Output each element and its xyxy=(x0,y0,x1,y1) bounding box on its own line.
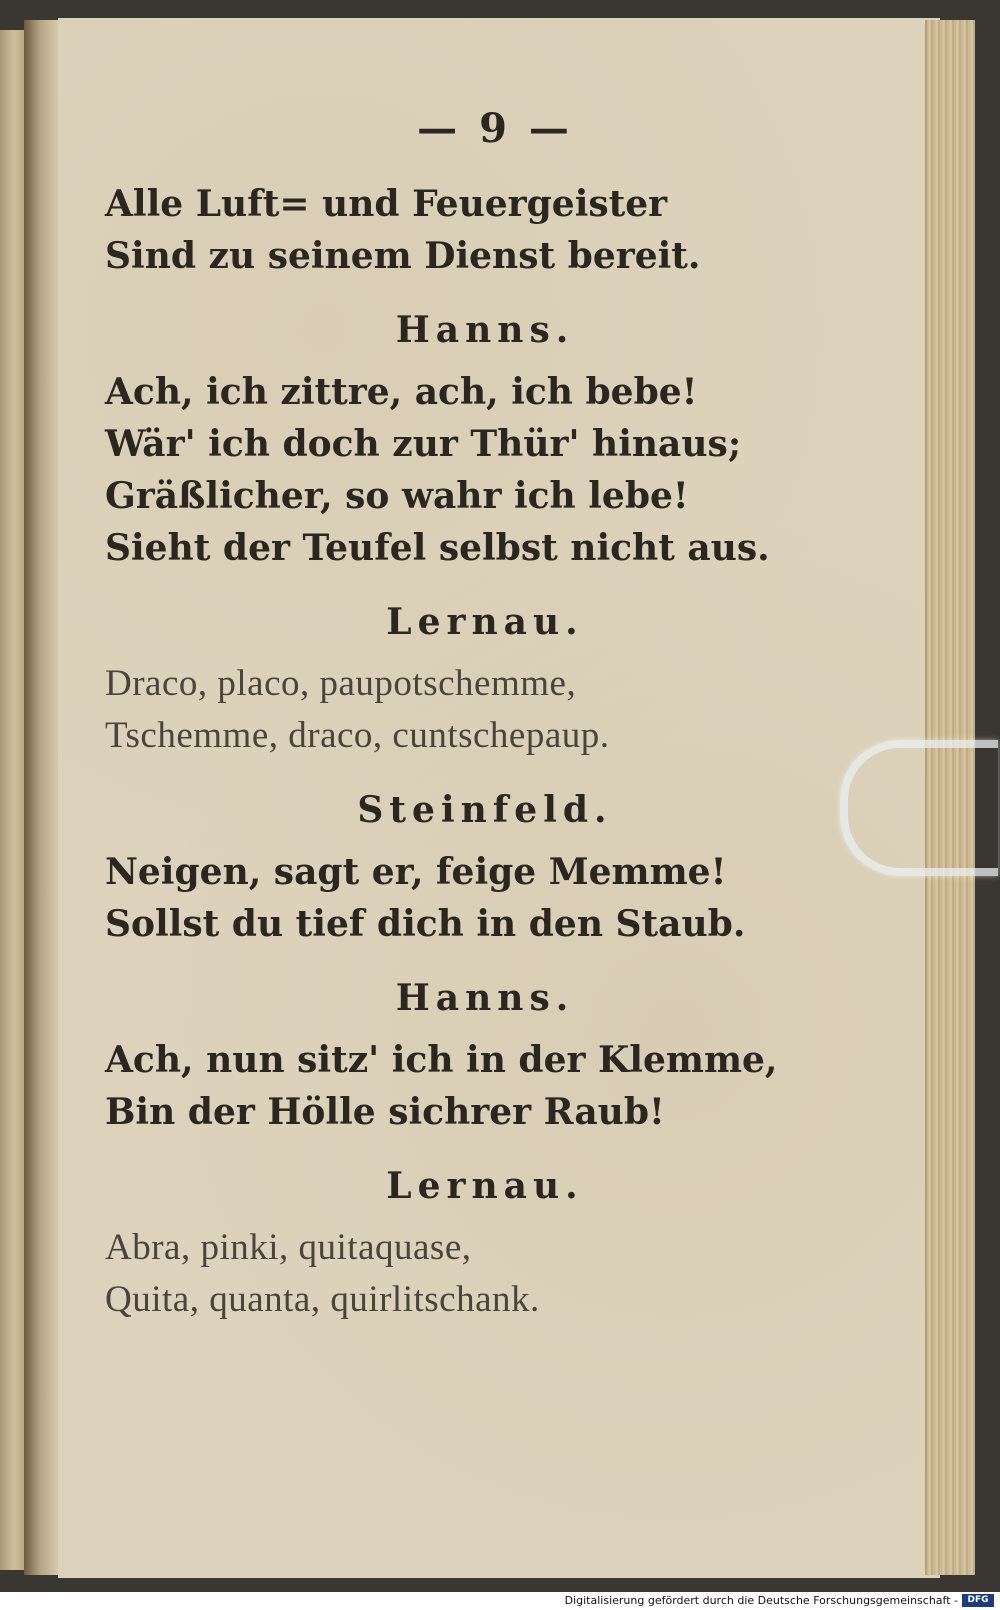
verse-6 xyxy=(105,1160,865,1326)
verse-line: Draco, placo, paupotschemme, xyxy=(105,663,577,704)
verse-line: Bin der Hölle sichrer Raub! xyxy=(105,1091,665,1133)
page-clip xyxy=(840,740,998,876)
verse-line: Alle Luft= und Feuergeister xyxy=(105,183,668,225)
page-number: — 9 — xyxy=(417,105,573,152)
speaker-name: Lernau. xyxy=(386,601,584,643)
verse-line: Neigen, sagt er, feige Memme! xyxy=(105,851,727,893)
verse-line: Sieht der Teufel selbst nicht aus. xyxy=(105,527,770,569)
verse-line: Ach, nun sitz' ich in der Klemme, xyxy=(105,1039,778,1081)
verse-2 xyxy=(105,304,865,574)
verse-4 xyxy=(105,784,865,950)
speaker-name: Hanns. xyxy=(395,309,575,351)
speaker-name: Steinfeld. xyxy=(357,789,613,831)
verse-5 xyxy=(105,972,865,1138)
speaker-name: Hanns. xyxy=(395,977,575,1019)
verse-3 xyxy=(105,596,865,762)
verse-line: Gräßlicher, so wahr ich lebe! xyxy=(105,475,689,517)
page-text xyxy=(105,105,865,1348)
speaker-name: Lernau. xyxy=(386,1165,584,1207)
verse-line: Wär' ich doch zur Thür' hinaus; xyxy=(105,423,742,465)
verse-1 xyxy=(105,178,865,282)
verse-line: Quita, quanta, quirlitschank. xyxy=(105,1279,540,1320)
verse-line: Sind zu seinem Dienst bereit. xyxy=(105,235,701,277)
footer-credit: Digitalisierung gefördert durch die Deutsche Forschungsgemeinschaft - xyxy=(564,1594,958,1607)
left-page-edge xyxy=(0,30,24,1570)
verse-line: Ach, ich zittre, ach, ich bebe! xyxy=(105,371,698,413)
dfg-logo: DFG xyxy=(962,1594,994,1607)
book-gutter xyxy=(24,20,60,1575)
verse-line: Abra, pinki, quitaquase, xyxy=(105,1227,472,1268)
verse-line: Sollst du tief dich in den Staub. xyxy=(105,903,746,945)
verse-line: Tschemme, draco, cuntschepaup. xyxy=(105,715,610,756)
